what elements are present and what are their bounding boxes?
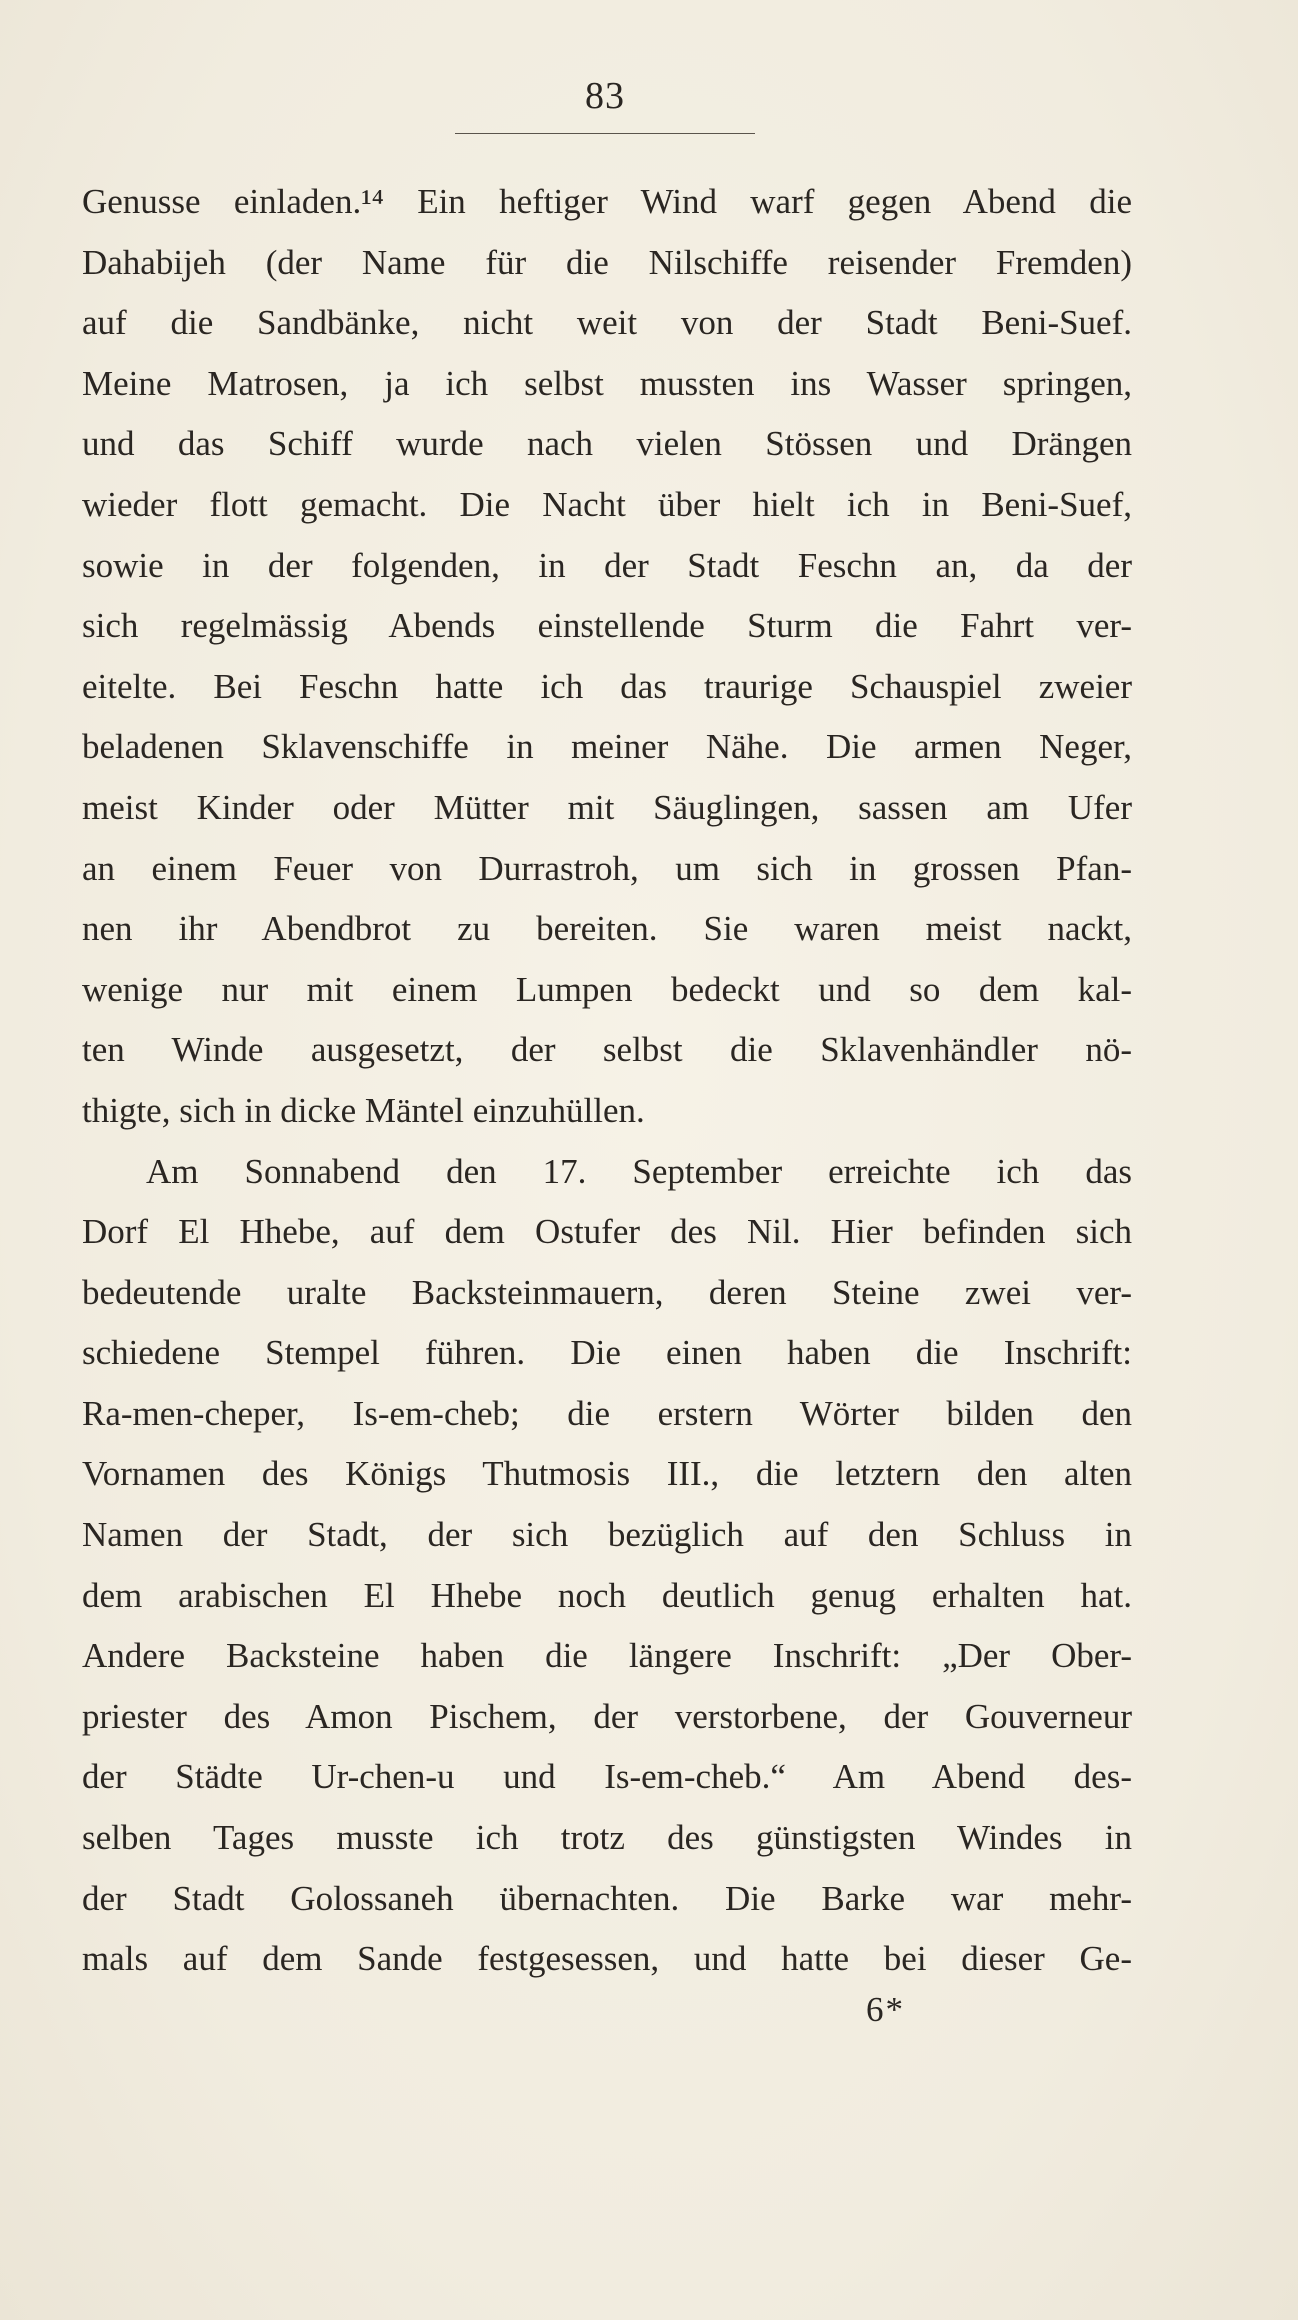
text-line: priester des Amon Pischem, der verstorbene, der Gouverneur: [82, 1696, 1132, 1736]
text-line: eitelte. Bei Feschn hatte ich das traurige Schauspiel zweier: [82, 666, 1132, 706]
text-line: meist Kinder oder Mütter mit Säuglingen, sassen am Ufer: [82, 787, 1132, 827]
signature-mark: 6*: [866, 1990, 905, 2029]
text-line: thigte, sich in dicke Mäntel einzuhüllen.: [82, 1090, 645, 1130]
text-line: Dahabijeh (der Name für die Nilschiffe reisender Fremden): [82, 242, 1132, 282]
text-line: der Städte Ur-chen-u und Is-em-cheb.“ Am Abend des-: [82, 1757, 1132, 1797]
text-line: sowie in der folgenden, in der Stadt Feschn an, da der: [82, 545, 1132, 585]
text-line: Ra-men-cheper, Is-em-cheb; die erstern Wörter bilden den: [82, 1393, 1132, 1433]
text-line: nen ihr Abendbrot zu bereiten. Sie waren meist nackt,: [82, 909, 1132, 949]
text-line: beladenen Sklavenschiffe in meiner Nähe. Die armen Neger,: [82, 727, 1132, 767]
text-line: Dorf El Hhebe, auf dem Ostufer des Nil. Hier befinden sich: [82, 1212, 1132, 1252]
text-line: und das Schiff wurde nach vielen Stössen und Drängen: [82, 424, 1132, 464]
text-line: mals auf dem Sande festgesessen, und hatte bei dieser Ge-: [82, 1939, 1132, 1979]
text-line: Meine Matrosen, ja ich selbst mussten ins Wasser springen,: [82, 363, 1132, 403]
text-line: Andere Backsteine haben die längere Inschrift: „Der Ober-: [82, 1636, 1132, 1676]
header-rule: [455, 133, 755, 134]
text-line: sich regelmässig Abends einstellende Sturm die Fahrt ver-: [82, 606, 1132, 646]
text-line: wenige nur mit einem Lumpen bedeckt und so dem kal-: [82, 969, 1132, 1009]
text-line: der Stadt Golossaneh übernachten. Die Barke war mehr-: [82, 1878, 1132, 1918]
text-line: selben Tages musste ich trotz des günstigsten Windes in: [82, 1818, 1132, 1858]
text-line: Genusse einladen.¹⁴ Ein heftiger Wind warf gegen Abend die: [82, 182, 1132, 221]
paragraph-start-line: Am Sonnabend den 17. September erreichte ich das: [146, 1151, 1132, 1191]
text-line: ten Winde ausgesetzt, der selbst die Sklavenhändler nö-: [82, 1030, 1132, 1070]
text-line: wieder flott gemacht. Die Nacht über hielt ich in Beni-Suef,: [82, 484, 1132, 524]
text-line: an einem Feuer von Durrastroh, um sich in grossen Pfan-: [82, 848, 1132, 888]
body-text: [82, 172, 1132, 1990]
text-line: auf die Sandbänke, nicht weit von der Stadt Beni-Suef.: [82, 303, 1132, 343]
text-line: Namen der Stadt, der sich bezüglich auf den Schluss in: [82, 1515, 1132, 1555]
text-line: Vornamen des Königs Thutmosis III., die letztern den alten: [82, 1454, 1132, 1494]
page-number: 83: [585, 75, 625, 117]
text-line: schiedene Stempel führen. Die einen haben die Inschrift:: [82, 1333, 1132, 1373]
text-line: bedeutende uralte Backsteinmauern, deren Steine zwei ver-: [82, 1272, 1132, 1312]
text-line: dem arabischen El Hhebe noch deutlich genug erhalten hat.: [82, 1575, 1132, 1615]
